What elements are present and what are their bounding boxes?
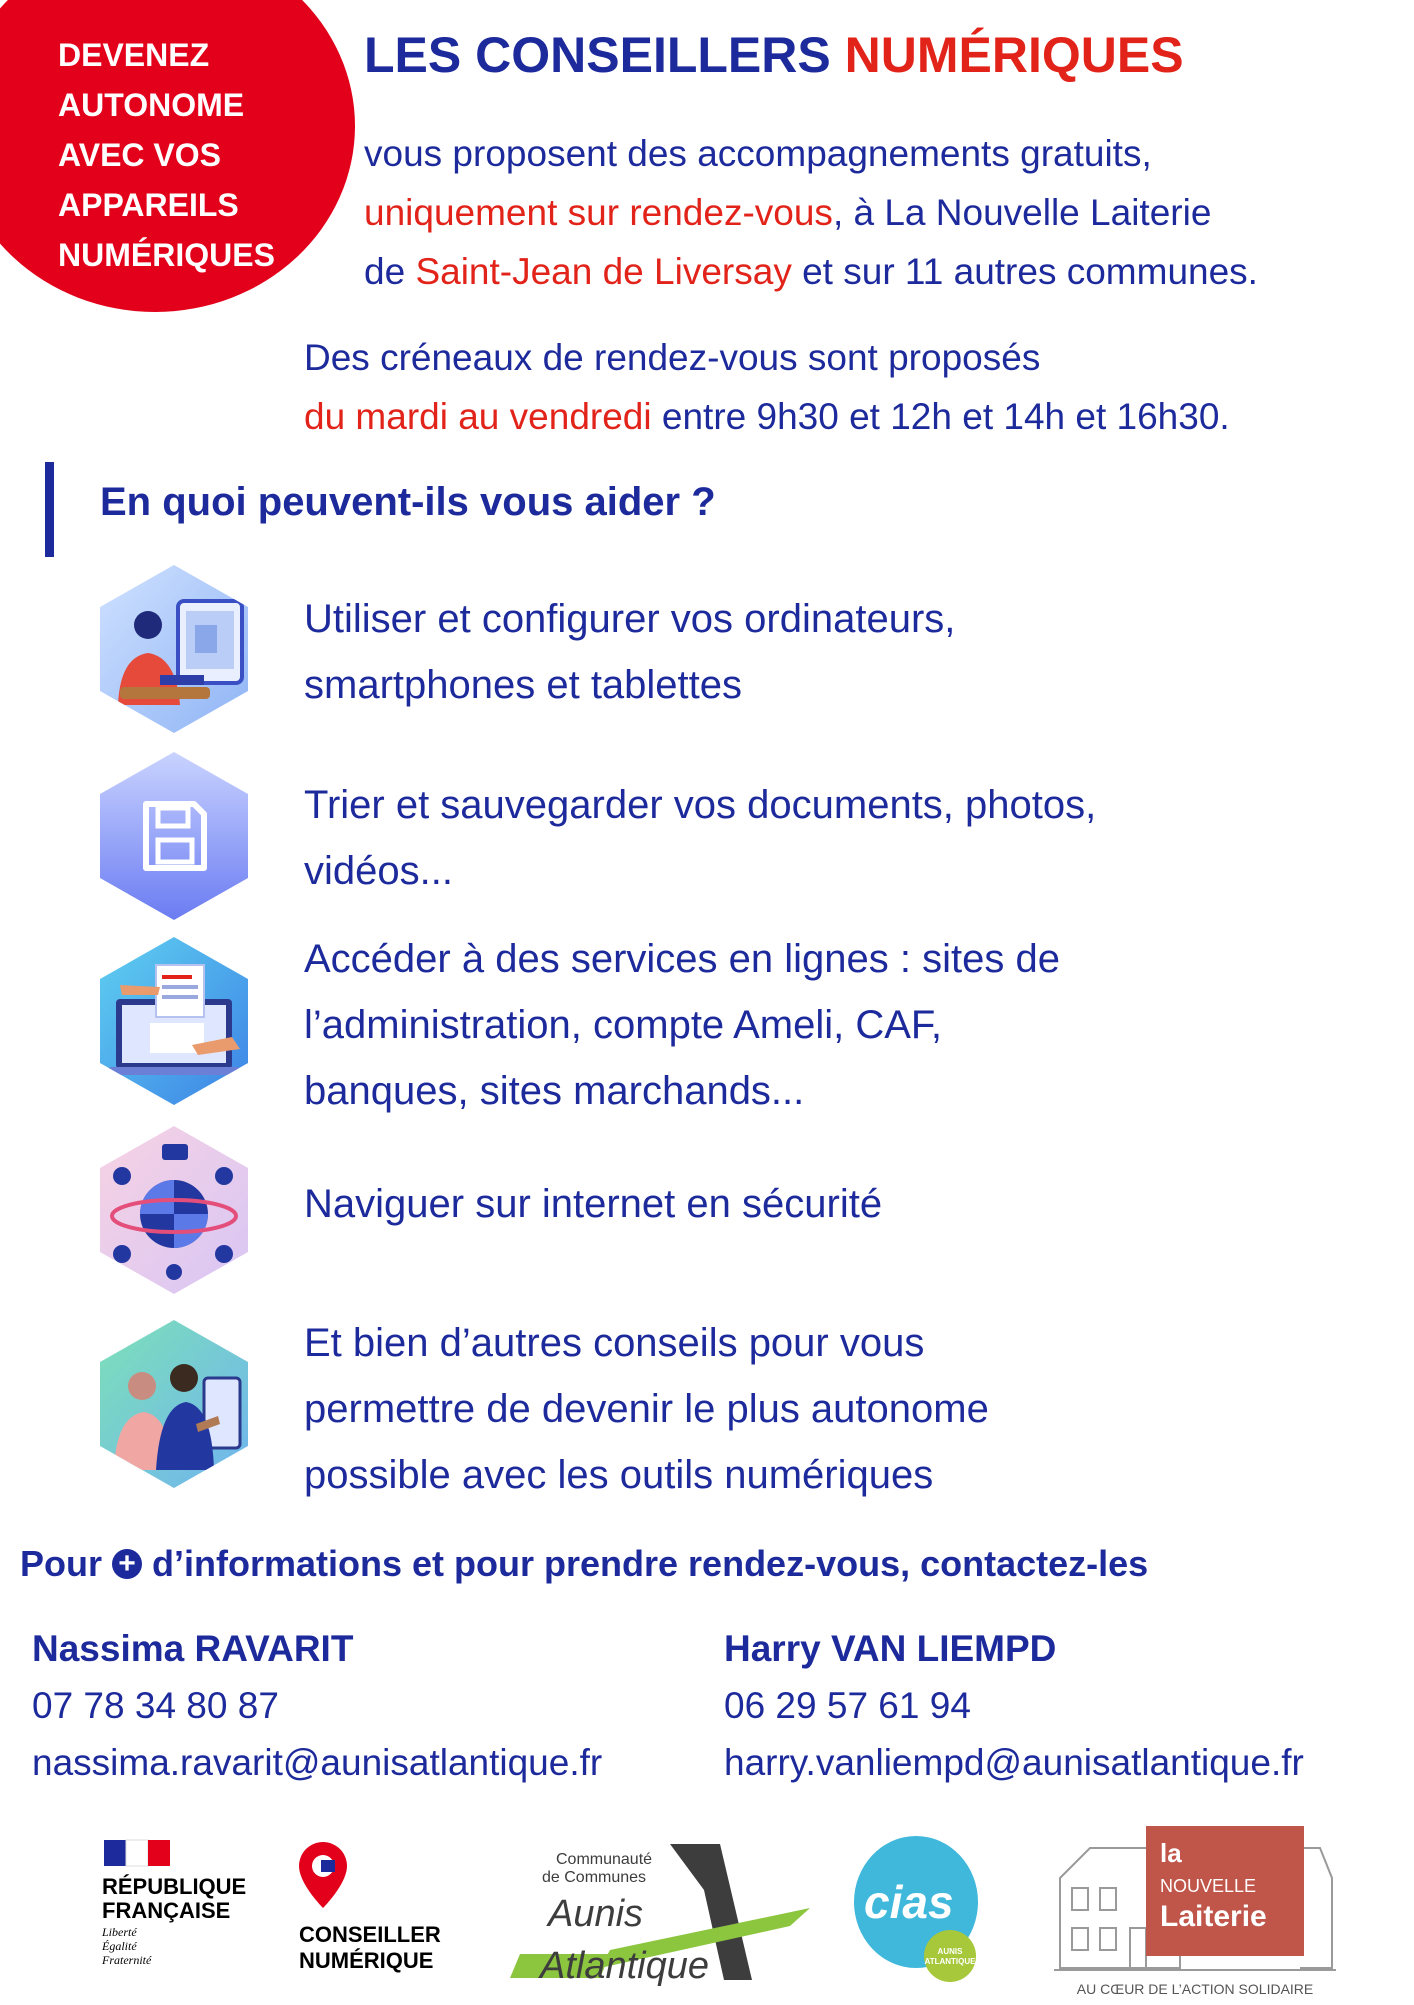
rf-motto2: Égalité (102, 1939, 137, 1953)
cn-line1: CONSEILLER (299, 1922, 441, 1947)
aunis-atlantique-logo (490, 1830, 820, 1990)
lait-tagline: AU CŒUR DE L’ACTION SOLIDAIRE (1076, 1981, 1314, 1997)
slots-paragraph (304, 328, 1230, 446)
slots-line-2 (304, 387, 1230, 446)
intro-text: et sur 11 autres communes. (791, 251, 1258, 292)
plus-circle-icon: + (112, 1549, 142, 1579)
feature-line: Et bien d’autres conseils pour vous (304, 1321, 925, 1365)
rf-line1: RÉPUBLIQUE (102, 1874, 247, 1899)
nouvelle-laiterie-logo (1050, 1818, 1340, 2000)
rf-motto3: Fraternité (102, 1953, 152, 1967)
feature-line: banques, sites marchands... (304, 1069, 805, 1113)
contact-phone[interactable]: 06 29 57 61 94 (724, 1685, 971, 1726)
laptop-documents-icon (100, 937, 248, 1105)
intro-text: , à La Nouvelle Laiterie (832, 192, 1212, 233)
conseiller-numerique-logo (295, 1838, 465, 1988)
section-title: En quoi peuvent-ils vous aider ? (100, 480, 716, 524)
feature-line: Naviguer sur internet en sécurité (304, 1182, 883, 1226)
contact-header-rest: d’informations et pour prendre rendez-vous, contactez-les (152, 1543, 1149, 1584)
feature-line: Accéder à des services en lignes : sites de (304, 937, 1060, 981)
badge-text (58, 30, 318, 280)
lait-line1: la (1160, 1838, 1182, 1868)
contact-header (20, 1543, 1148, 1585)
badge-line: APPAREILS (58, 187, 239, 223)
feature-line: permettre de devenir le plus autonome (304, 1387, 989, 1431)
section-bar (45, 462, 54, 557)
intro-line-2 (364, 183, 1258, 242)
contact-email[interactable]: nassima.ravarit@aunisatlantique.fr (32, 1742, 603, 1783)
contact-header-pre: Pour (20, 1543, 103, 1584)
people-help-icon (100, 1320, 248, 1488)
aa-line4: Atlantique (540, 1945, 710, 1987)
cias-logo (850, 1830, 990, 1990)
feature-line: Trier et sauvegarder vos documents, photos, (304, 783, 1097, 827)
feature-line: smartphones et tablettes (304, 663, 743, 707)
aa-line2: de Communes (542, 1869, 647, 1886)
contact-name: Harry VAN LIEMPD (724, 1628, 1057, 1669)
slots-text: entre 9h30 et 12h et 14h et 16h30. (651, 396, 1230, 437)
feature-text (304, 586, 955, 718)
contact-phone[interactable]: 07 78 34 80 87 (32, 1685, 279, 1726)
intro-highlight: uniquement sur rendez-vous (364, 192, 833, 233)
lait-line2: NOUVELLE (1160, 1876, 1257, 1896)
intro-text: de (364, 251, 416, 292)
globe-security-icon (100, 1126, 248, 1294)
feature-text (304, 1310, 989, 1508)
title-part-red: NUMÉRIQUES (844, 27, 1184, 83)
republique-francaise-logo (100, 1838, 270, 1978)
floppy-disk-icon (100, 752, 248, 920)
contact-card-harry (724, 1620, 1304, 1791)
feature-text (304, 926, 1060, 1124)
cn-line2: NUMÉRIQUE (299, 1948, 434, 1973)
page-title (364, 26, 1184, 84)
cias-sub2: ATLANTIQUE (924, 1957, 976, 1966)
badge-line: NUMÉRIQUES (58, 237, 275, 273)
intro-highlight: Saint-Jean de Liversay (415, 251, 792, 292)
cias-name: cias (864, 1876, 954, 1928)
intro-line-1: vous proposent des accompagnements gratuits, (364, 133, 1152, 174)
feature-line: possible avec les outils numériques (304, 1453, 934, 1497)
feature-text (304, 1171, 882, 1237)
intro-line-3 (364, 242, 1258, 301)
feature-line: vidéos... (304, 849, 453, 893)
intro-paragraph (364, 124, 1258, 301)
badge-line: AVEC VOS (58, 137, 221, 173)
badge-line: DEVENEZ (58, 37, 210, 73)
rf-motto1: Liberté (102, 1925, 137, 1939)
aa-line3: Aunis (548, 1893, 644, 1935)
contact-card-nassima (32, 1620, 602, 1791)
slots-highlight: du mardi au vendredi (304, 396, 652, 437)
badge-line: AUTONOME (58, 87, 245, 123)
feature-line: l’administration, compte Ameli, CAF, (304, 1003, 943, 1047)
computer-user-icon (100, 565, 248, 733)
aa-line1: Communauté (556, 1851, 653, 1868)
rf-line2: FRANÇAISE (102, 1898, 231, 1923)
contact-email[interactable]: harry.vanliempd@aunisatlantique.fr (724, 1742, 1304, 1783)
cias-sub1: AUNIS (937, 1947, 963, 1956)
slots-line-1: Des créneaux de rendez-vous sont proposés (304, 337, 1041, 378)
feature-text (304, 772, 1096, 904)
title-part-navy: LES CONSEILLERS (364, 27, 845, 83)
lait-line3: Laiterie (1160, 1900, 1267, 1933)
contact-name: Nassima RAVARIT (32, 1628, 354, 1669)
feature-line: Utiliser et configurer vos ordinateurs, (304, 597, 956, 641)
